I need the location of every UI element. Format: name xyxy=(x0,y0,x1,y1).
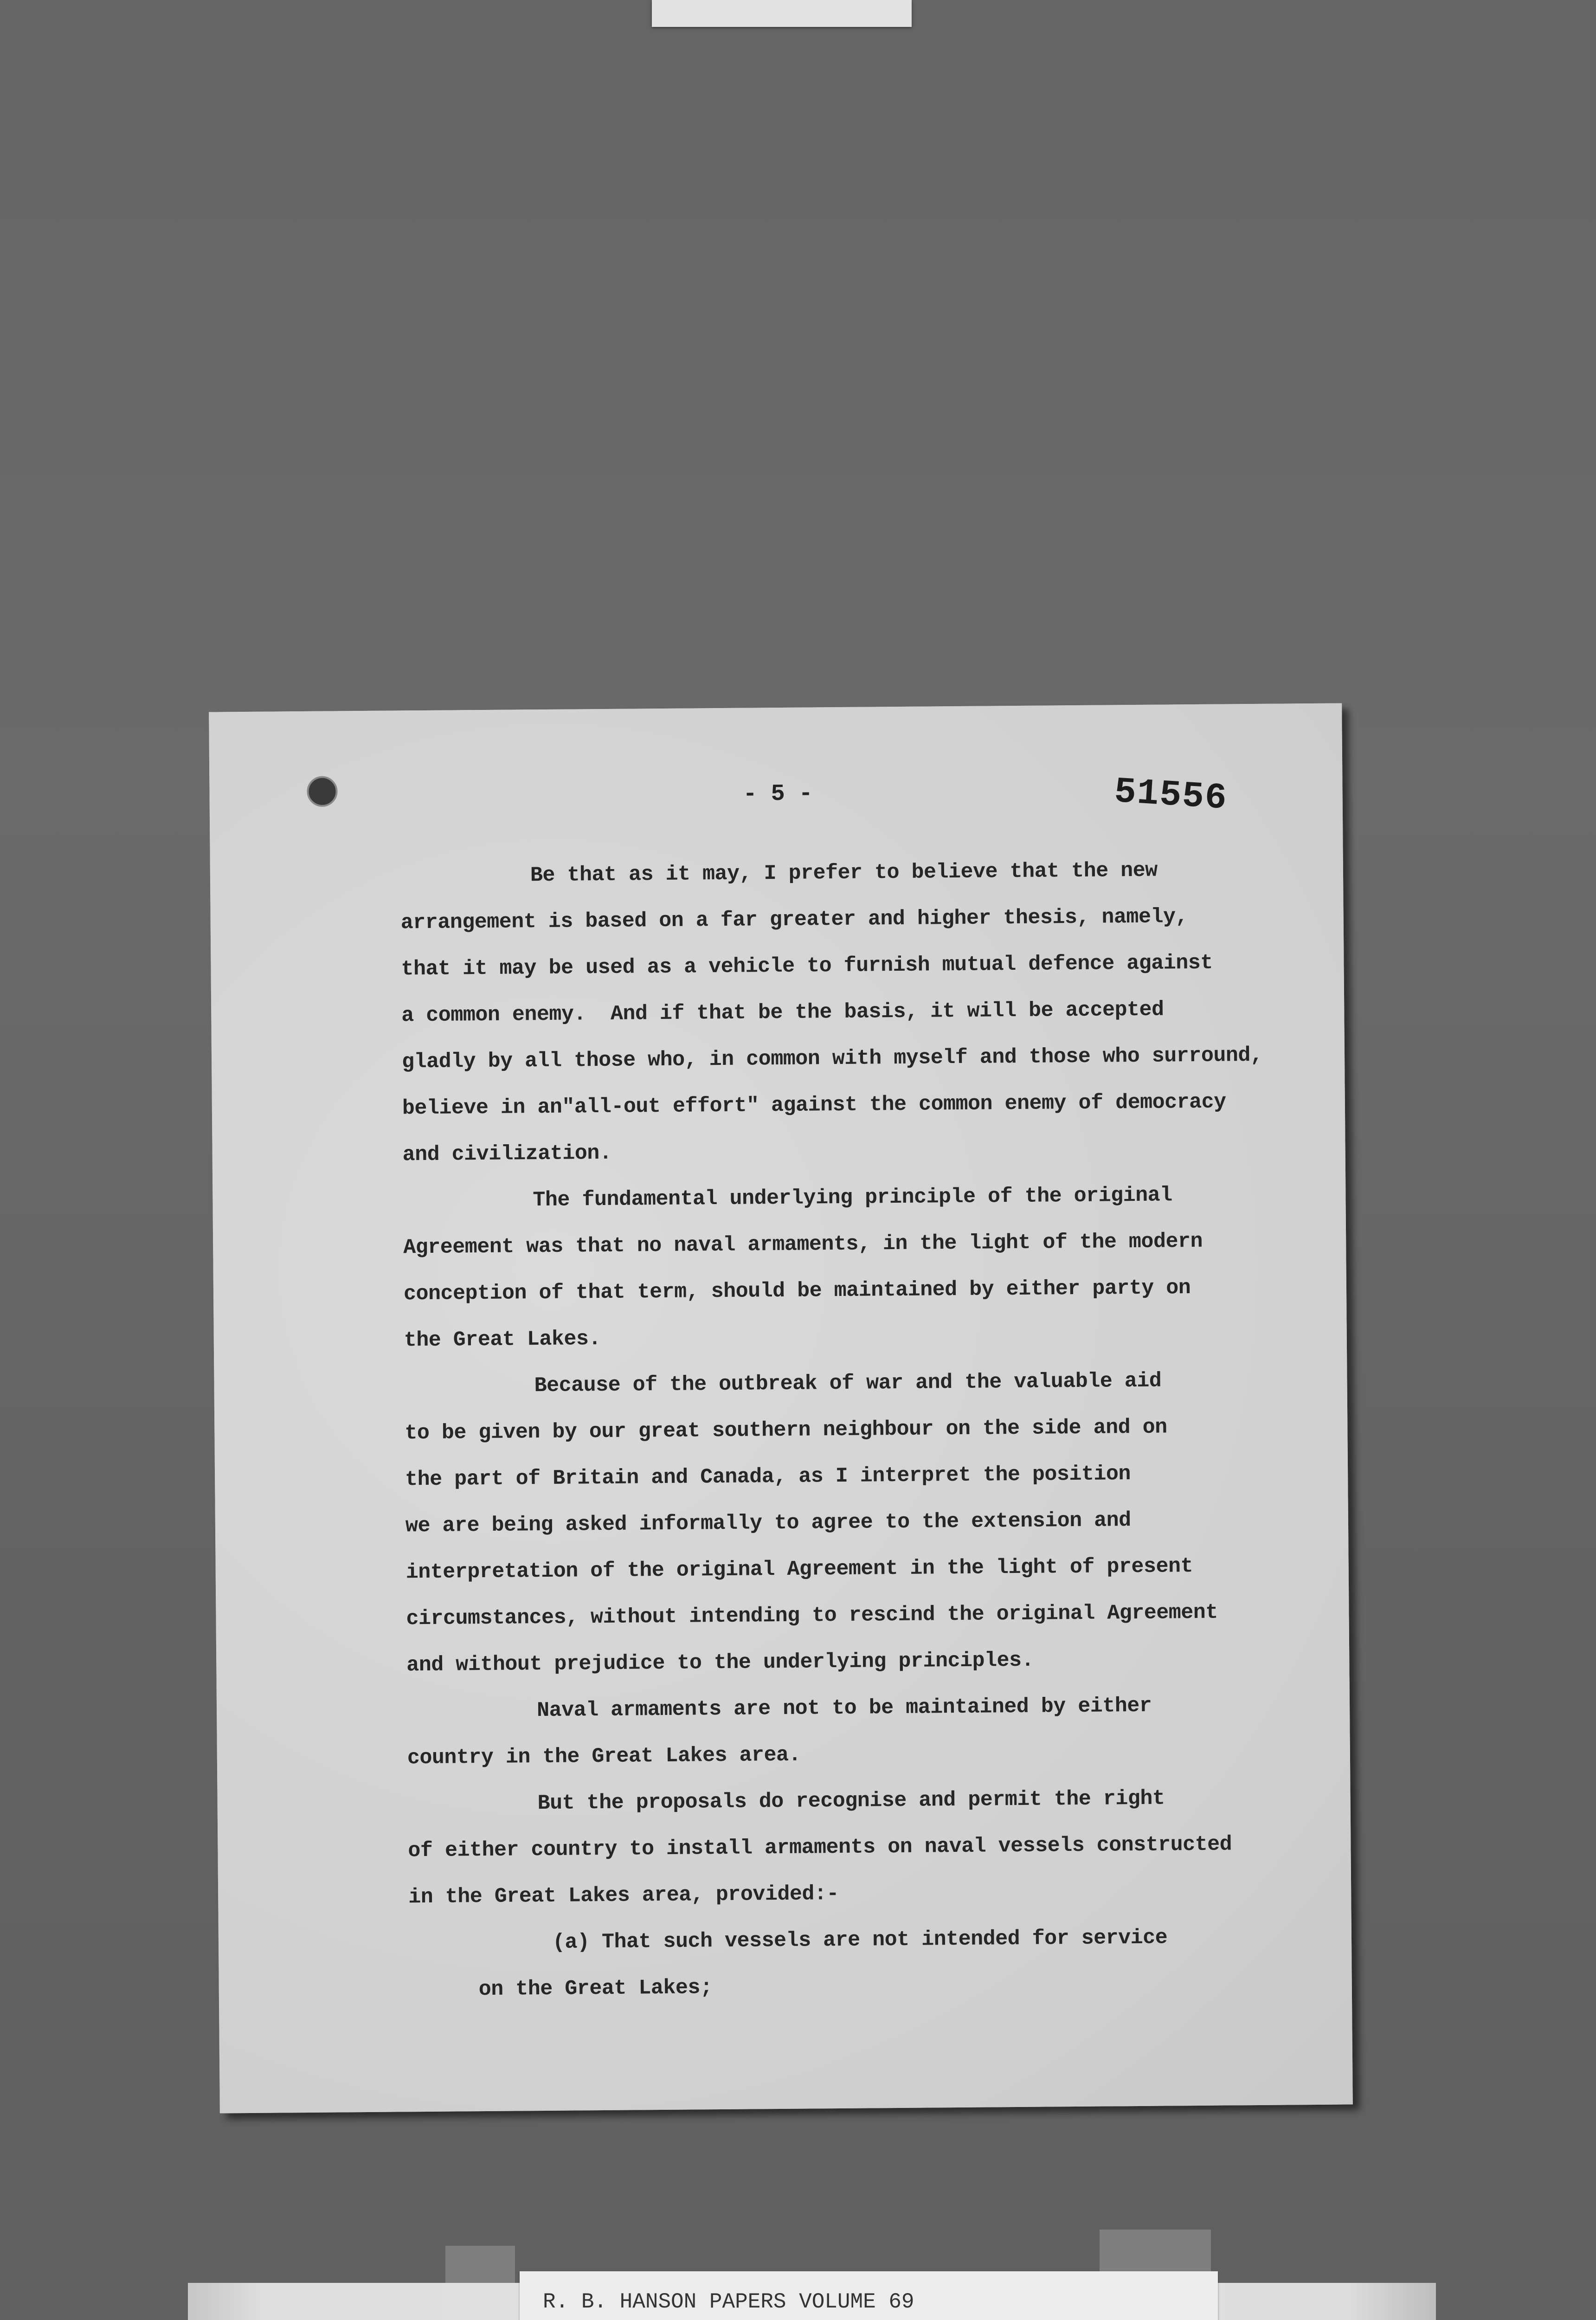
document-line: the part of Britain and Canada, as I interpret the position xyxy=(405,1462,1131,1492)
volume-label: R. B. HANSON PAPERS VOLUME 69 xyxy=(543,2290,914,2314)
document-body xyxy=(400,846,1328,2013)
document-line: believe in an"all-out effort" against the common enemy of democracy xyxy=(402,1090,1226,1121)
document-line: conception of that term, should be maintained by either party on xyxy=(403,1276,1191,1306)
document-line: of either country to install armaments on naval vessels constructed xyxy=(408,1832,1232,1863)
document-number-stamp: 51556 xyxy=(1113,771,1229,819)
document-line: arrangement is based on a far greater and higher thesis, namely, xyxy=(400,905,1188,935)
document-line: Be that as it may, I prefer to believe that the new xyxy=(530,858,1158,888)
volume-tag xyxy=(520,2271,1218,2320)
document-line: in the Great Lakes area, provided:- xyxy=(408,1882,839,1909)
document-line: gladly by all those who, in common with myself and those who surround, xyxy=(401,1043,1263,1074)
document-line: the Great Lakes. xyxy=(404,1327,601,1353)
document-line: country in the Great Lakes area. xyxy=(407,1743,801,1770)
document-line: circumstances, without intending to rescind the original Agreement xyxy=(406,1600,1218,1631)
document-line: that it may be used as a vehicle to furnish mutual defence against xyxy=(401,951,1213,981)
document-line: we are being asked informally to agree to the extension and xyxy=(405,1508,1131,1538)
page-number: - 5 - xyxy=(743,780,813,808)
document-line: and without prejudice to the underlying principles. xyxy=(406,1648,1034,1677)
top-paper-tab xyxy=(652,0,912,27)
document-line: Agreement was that no naval armaments, in the light of the modern xyxy=(403,1229,1203,1260)
punch-hole xyxy=(307,776,338,807)
document-line: and civilization. xyxy=(402,1141,612,1167)
document-line: But the proposals do recognise and permit the right xyxy=(537,1786,1165,1816)
document-line: to be given by our great southern neighbour on the side and on xyxy=(405,1415,1167,1445)
document-line: on the Great Lakes; xyxy=(478,1976,713,2002)
document-line: (a) That such vessels are not intended for service xyxy=(552,1926,1168,1954)
document-page xyxy=(209,703,1353,2113)
document-line: Naval armaments are not to be maintained by either xyxy=(536,1694,1152,1723)
document-line: The fundamental underlying principle of the original xyxy=(533,1183,1172,1212)
document-line: interpretation of the original Agreement in the light of present xyxy=(405,1554,1193,1585)
document-line: Because of the outbreak of war and the valuable aid xyxy=(534,1369,1162,1398)
document-line: a common enemy. And if that be the basis, it will be accepted xyxy=(401,998,1164,1028)
